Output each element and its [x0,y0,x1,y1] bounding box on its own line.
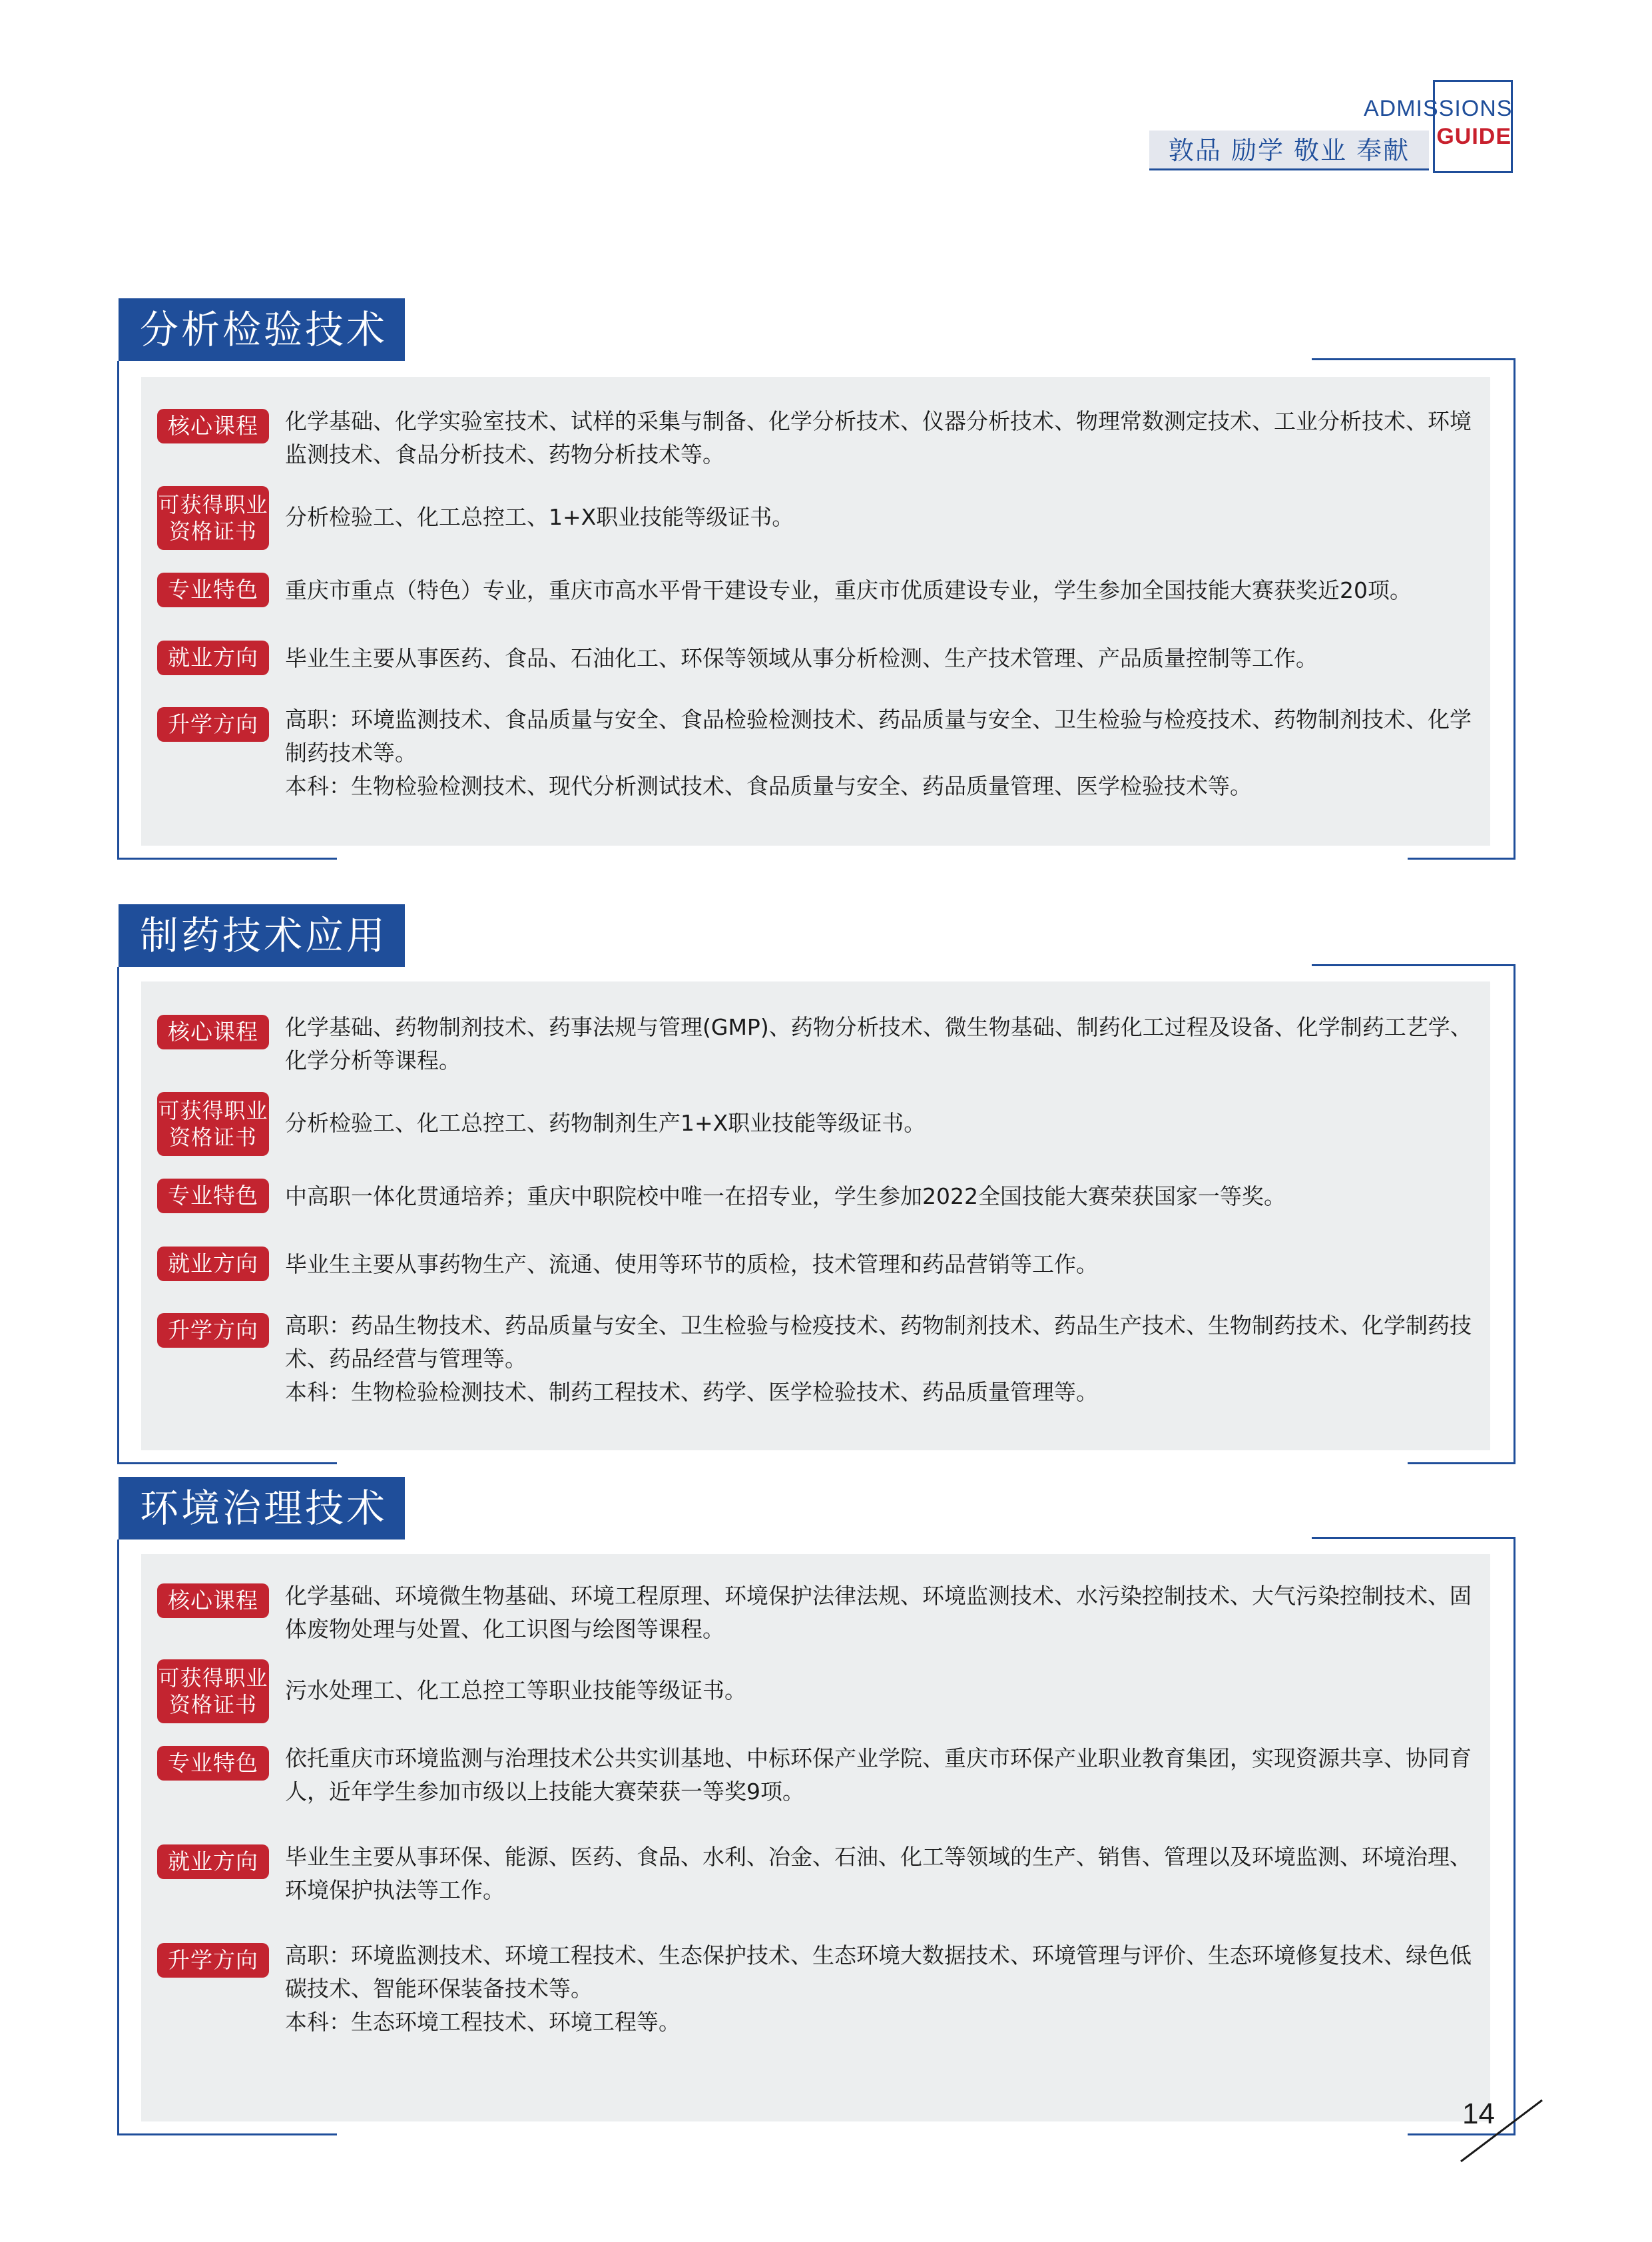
row-text: 分析检验工、化工总控工、药物制剂生产1+X职业技能等级证书。 [285,1110,926,1136]
label-badge: 升学方向 [157,1313,269,1348]
label-badge: 核心课程 [157,409,269,443]
label-badge: 就业方向 [157,641,269,675]
row-text: 高职：环境监测技术、环境工程技术、生态保护技术、生态环境大数据技术、环境管理与评价、生态环境修复技术、绿色低碳技术、智能环保装备技术等。 本科：生态环境工程技术、环境工程等。 [285,1942,1472,2035]
frame-line [1312,1537,1515,1539]
frame-line [117,967,119,1464]
row-text: 毕业生主要从事环保、能源、医药、食品、水利、冶金、石油、化工等领域的生产、销售、管理以及环境监测、环境治理、环境保护执法等工作。 [285,1844,1472,1903]
section-title: 制药技术应用 [119,904,405,967]
frame-line [117,361,119,859]
frame-line [1312,964,1515,966]
header-guide: GUIDE [1436,124,1512,149]
label-badge: 专业特色 [157,573,269,607]
row-text: 重庆市重点（特色）专业，重庆市高水平骨干建设专业，重庆市优质建设专业，学生参加全国技能大赛获奖近20项。 [285,577,1412,603]
label-badge: 就业方向 [157,1844,269,1879]
page-number: 14 [1462,2098,1495,2130]
row-text: 分析检验工、化工总控工、1+X职业技能等级证书。 [285,504,794,530]
row-text: 依托重庆市环境监测与治理技术公共实训基地、中标环保产业学院、重庆市环保产业职业教育集团，实现资源共享、协同育人，近年学生参加市级以上技能大赛荣获一等奖9项。 [285,1745,1472,1805]
row-text: 化学基础、环境微生物基础、环境工程原理、环境保护法律法规、环境监测技术、水污染控制技术、大气污染控制技术、固体废物处理与处置、化工识图与绘图等课程。 [285,1583,1472,1642]
label-badge: 可获得职业 资格证书 [157,1092,269,1156]
frame-line [1514,964,1515,1464]
page-number-slash [1458,2098,1545,2164]
row-text: 中高职一体化贯通培养；重庆中职院校中唯一在招专业，学生参加2022全国技能大赛荣获国家一等奖。 [285,1183,1286,1209]
label-badge: 专业特色 [157,1179,269,1213]
row-text: 毕业生主要从事药物生产、流通、使用等环节的质检，技术管理和药品营销等工作。 [285,1251,1098,1277]
row-text: 污水处理工、化工总控工等职业技能等级证书。 [285,1677,746,1703]
row-text: 化学基础、药物制剂技术、药事法规与管理(GMP)、药物分析技术、微生物基础、制药化工过程及设备、化学制药工艺学、化学分析等课程。 [285,1014,1472,1073]
frame-line [1408,858,1515,860]
frame-line [1514,358,1515,859]
label-badge: 专业特色 [157,1746,269,1781]
label-badge: 核心课程 [157,1015,269,1049]
label-badge: 升学方向 [157,707,269,742]
section-title: 分析检验技术 [119,298,405,361]
frame-line [1514,1537,1515,2135]
section-title: 环境治理技术 [119,1477,405,1540]
label-badge: 可获得职业 资格证书 [157,1659,269,1723]
row-text: 高职：药品生物技术、药品质量与安全、卫生检验与检疫技术、药物制剂技术、药品生产技术、生物制药技术、化学制药技术、药品经营与管理等。 本科：生物检验检测技术、制药工程技术、药学、医学检验技术、药品质量管理等。 [285,1312,1472,1405]
label-badge: 升学方向 [157,1943,269,1978]
header-motto: 敦品 励学 敬业 奉献 [1149,131,1429,170]
label-badge: 核心课程 [157,1583,269,1618]
row-text: 高职：环境监测技术、食品质量与安全、食品检验检测技术、药品质量与安全、卫生检验与检疫技术、药物制剂技术、化学制药技术等。 本科：生物检验检测技术、现代分析测试技术、食品质量与安全、药品质量管理、医学检验技术等。 [285,706,1472,799]
row-text: 化学基础、化学实验室技术、试样的采集与制备、化学分析技术、仪器分析技术、物理常数测定技术、工业分析技术、环境监测技术、食品分析技术、药物分析技术等。 [285,408,1472,467]
label-badge: 可获得职业 资格证书 [157,486,269,550]
header-admissions: ADMISSIONS [1364,96,1513,121]
frame-line [117,2133,337,2135]
frame-line [1408,1462,1515,1464]
frame-line [1312,358,1515,360]
frame-line [117,1540,119,2135]
row-text: 毕业生主要从事医药、食品、石油化工、环保等领域从事分析检测、生产技术管理、产品质量控制等工作。 [285,645,1318,671]
frame-line [117,1462,337,1464]
label-badge: 就业方向 [157,1247,269,1281]
frame-line [117,858,337,860]
